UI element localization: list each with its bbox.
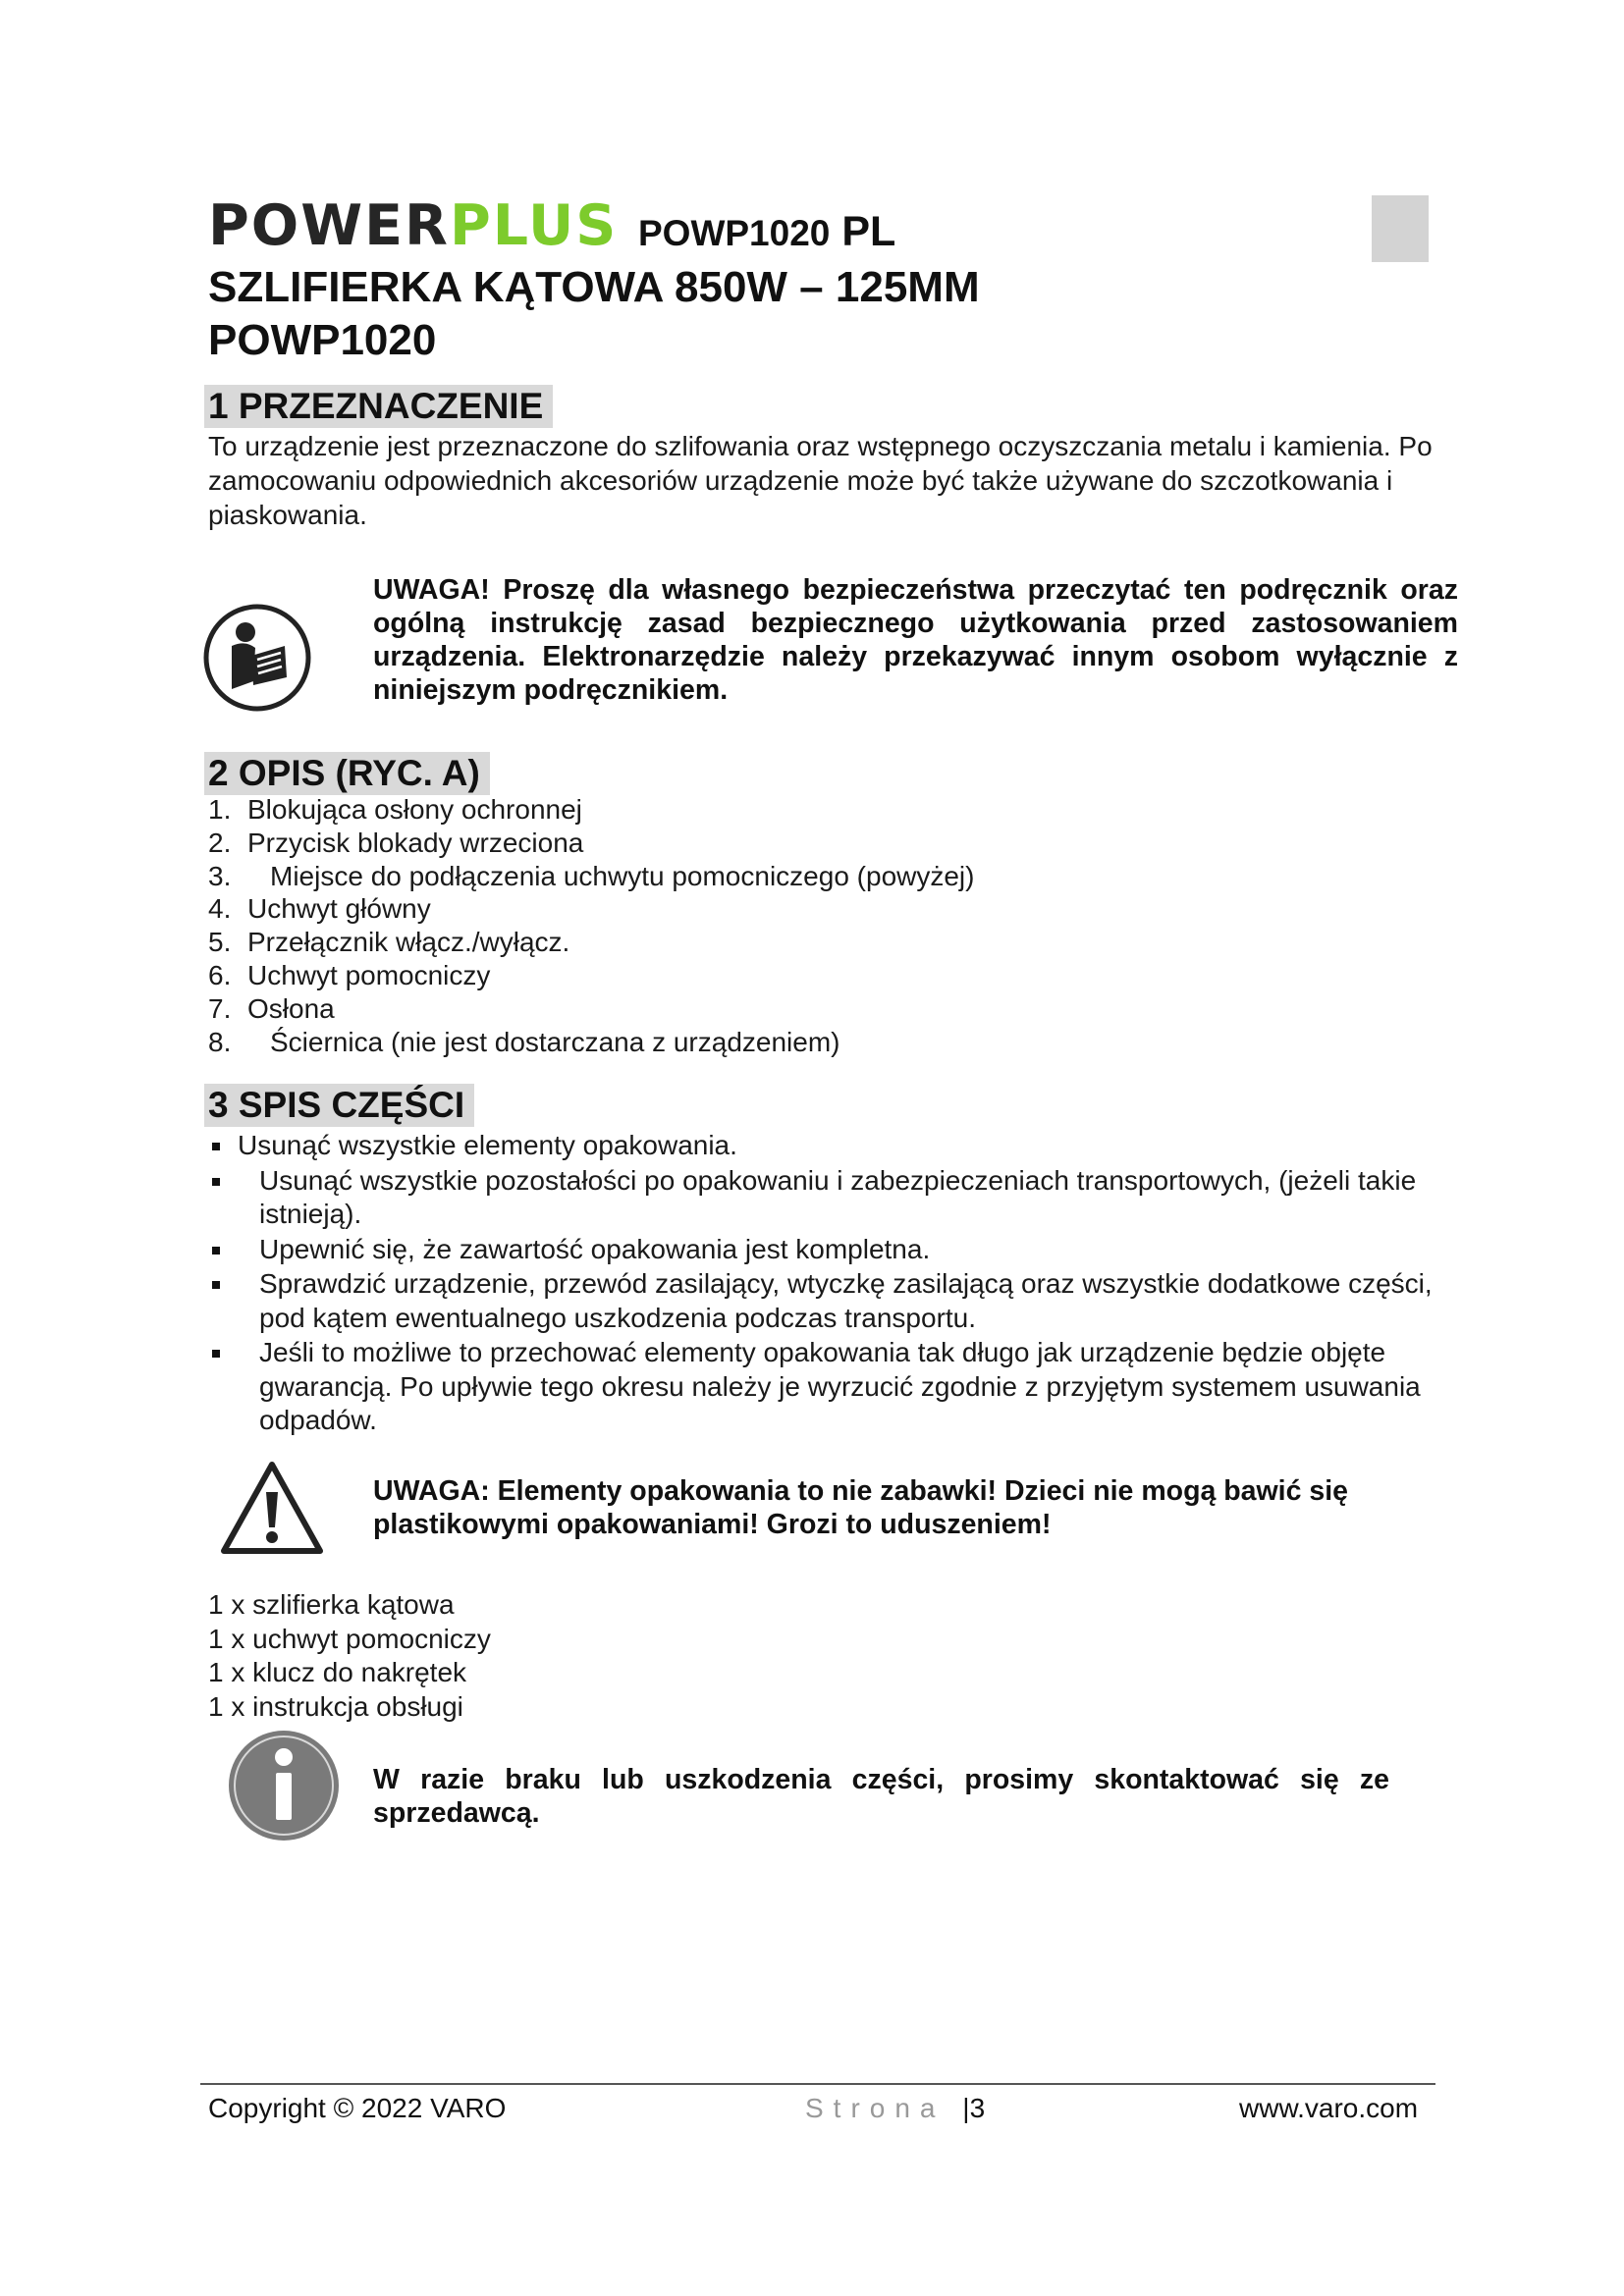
package-contents	[208, 1588, 491, 1724]
brand-logo-power: POWER	[208, 193, 450, 258]
info-icon	[226, 1728, 342, 1843]
unpacking-list	[208, 1129, 1435, 1439]
list-item: 8. Ściernica (nie jest dostarczana z urządzeniem)	[208, 1026, 840, 1057]
section-2-heading: 2 OPIS (RYC. A)	[204, 752, 490, 795]
info-note: W razie braku lub uszkodzenia części, prosimy skontaktować się ze sprzedawcą.	[373, 1764, 1389, 1829]
list-item: Upewnić się, że zawartość opakowania jest kompletna.	[208, 1233, 1435, 1267]
list-item: 7. Osłona	[208, 992, 335, 1024]
model-code: POWP1020	[638, 213, 831, 253]
list-item: 1 x klucz do nakrętek	[208, 1657, 467, 1687]
footer-website: www.varo.com	[1239, 2093, 1419, 2123]
page-label: Strona	[805, 2093, 946, 2123]
section-3-warning: UWAGA: Elementy opakowania to nie zabawki! Dzieci nie mogą bawić się plastikowymi opakowaniami! Grozi to uduszeniem!	[373, 1475, 1348, 1540]
list-item: 3. Miejsce do podłączenia uchwytu pomocniczego (powyżej)	[208, 860, 975, 891]
footer-page	[805, 2089, 985, 2128]
list-item: Sprawdzić urządzenie, przewód zasilający, wtyczkę zasilającą oraz wszystkie dodatkowe części, pod kątem ewentualnego uszkodzenia podczas transportu.	[208, 1267, 1435, 1335]
list-item: 1 x szlifierka kątowa	[208, 1589, 455, 1620]
list-item: Jeśli to możliwe to przechować elementy opakowania tak długo jak urządzenie będzie objęte gwarancją. Po upływie tego okresu należy je wyrzucić zgodnie z przyjętym systemem usuwania odpadów.	[208, 1336, 1435, 1438]
warning-triangle-icon	[218, 1459, 326, 1557]
read-manual-icon	[202, 603, 312, 713]
footer-copyright: Copyright © 2022 VARO	[208, 2093, 507, 2123]
list-item: 2. Przycisk blokady wrzeciona	[208, 827, 584, 858]
list-item: 1 x instrukcja obsługi	[208, 1690, 463, 1722]
model-header	[638, 208, 895, 256]
section-1-text: To urządzenie jest przeznaczone do szlifowania oraz wstępnego oczyszczania metalu i kamienia. Po zamocowaniu odpowiednich akcesoriów urządzenie może być także używane do szczotkowania i piaskowania.	[208, 431, 1433, 530]
title-line-1: SZLIFIERKA KĄTOWA 850W – 125MM	[208, 263, 980, 311]
page-tab-marker	[1372, 195, 1429, 262]
list-item: 1 x uchwyt pomocniczy	[208, 1623, 491, 1654]
list-item: 5. Przełącznik włącz./wyłącz.	[208, 927, 570, 958]
page-number: 3	[969, 2093, 986, 2123]
description-list	[208, 793, 974, 1058]
brand-logo	[208, 192, 618, 259]
section-3-heading: 3 SPIS CZĘŚCI	[204, 1084, 474, 1127]
language-code: PL	[841, 208, 896, 255]
page-separator: |	[962, 2093, 970, 2123]
footer-divider	[200, 2083, 1435, 2085]
page-title	[208, 261, 980, 367]
list-item: 6. Uchwyt pomocniczy	[208, 959, 491, 990]
list-item: Usunąć wszystkie elementy opakowania.	[208, 1129, 1435, 1163]
title-line-2: POWP1020	[208, 316, 437, 364]
list-item: 4. Uchwyt główny	[208, 893, 431, 925]
section-1-warning: UWAGA! Proszę dla własnego bezpieczeństwa przeczytać ten podręcznik oraz ogólną instrukcję zasad bezpiecznego użytkowania przed zastosowaniem urządzenia. Elektronarzędzie należy przekazywać innym osobom wyłącznie z niniejszym podręcznikiem.	[373, 574, 1458, 706]
section-1-heading: 1 PRZEZNACZENIE	[204, 385, 553, 428]
brand-logo-plus: PLUS	[449, 193, 619, 258]
list-item: 1. Blokująca osłony ochronnej	[208, 794, 582, 825]
list-item: Usunąć wszystkie pozostałości po opakowaniu i zabezpieczeniach transportowych, (jeżeli takie istnieją).	[208, 1164, 1435, 1232]
